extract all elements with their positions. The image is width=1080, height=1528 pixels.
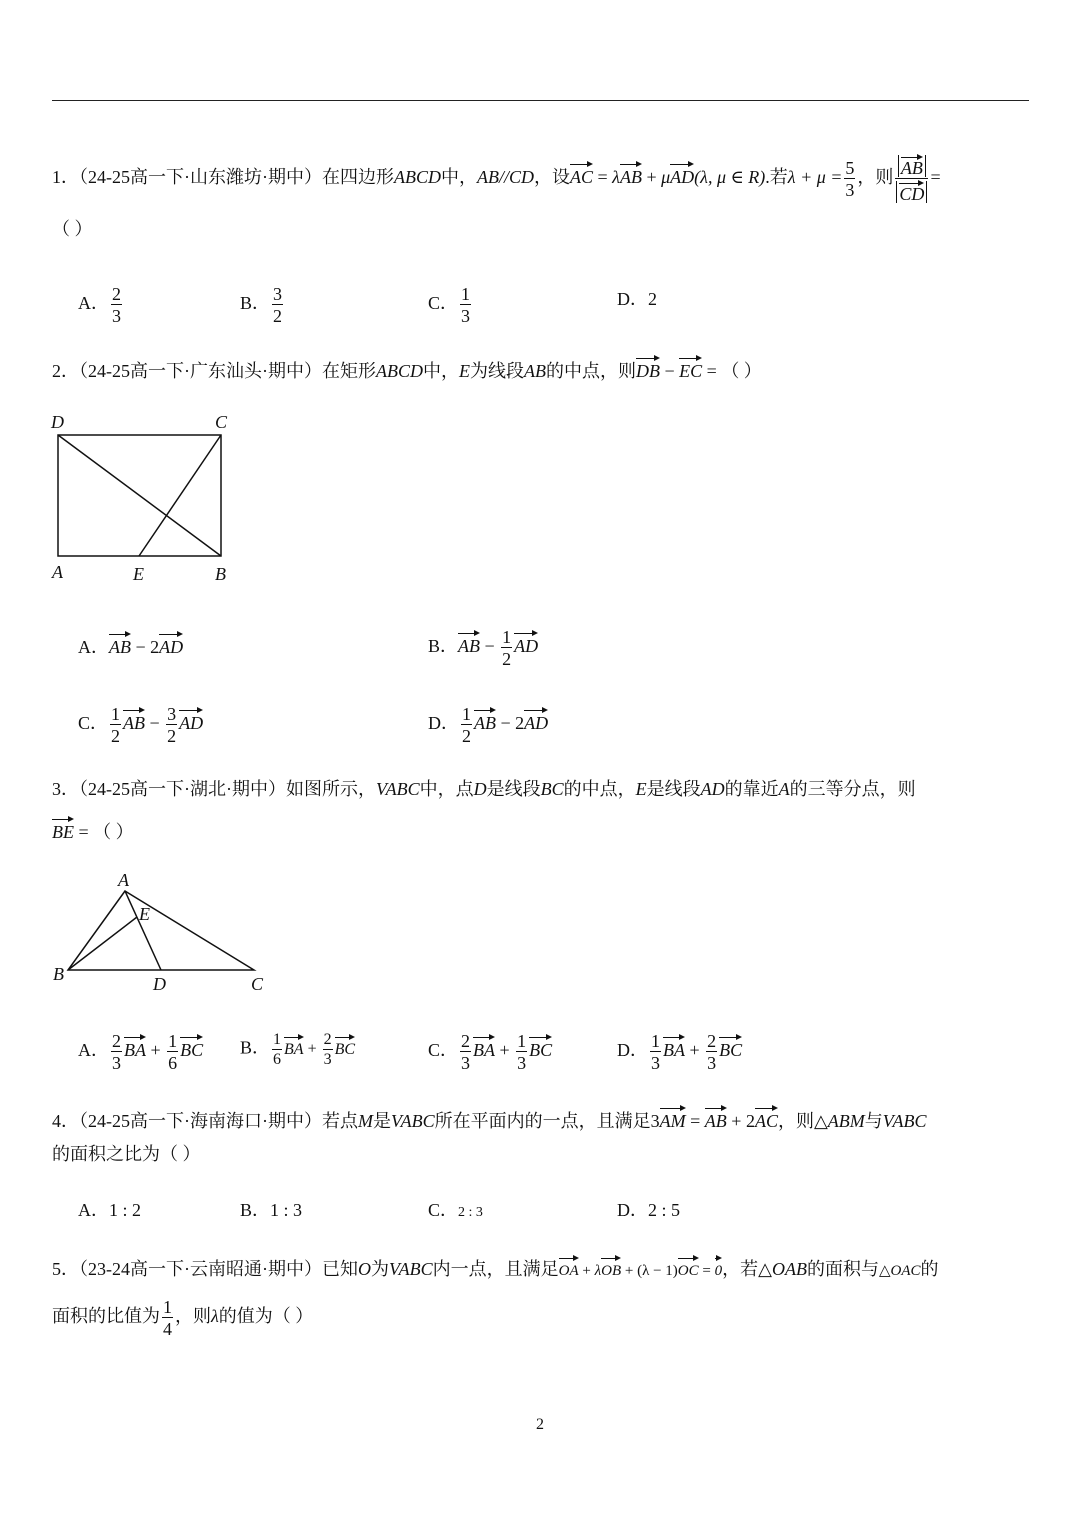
q3-option-d[interactable]: D． $\frac{1}{3}$ BA + $\frac{2}{3}$ BC bbox=[617, 1031, 743, 1073]
question-5-stem: 5．（23-24高一下·云南昭通·期中）已知O为VABC内一点，且满足OA + λOB + (λ − 1)OC = 0，若△OAB的面积与△OAC的 bbox=[52, 1256, 939, 1282]
q1-option-d[interactable]: D．2 bbox=[617, 289, 657, 309]
label-c: C bbox=[251, 974, 264, 994]
q3-option-b[interactable]: B． $\frac{1}{6}$ BA + $\frac{2}{3}$ BC bbox=[240, 1031, 356, 1068]
q3-option-a[interactable]: A． $\frac{2}{3}$ BA + $\frac{1}{6}$ BC bbox=[78, 1031, 204, 1073]
q2-option-d[interactable]: D． $\frac{1}{2}$ AB − 2AD bbox=[428, 704, 549, 746]
question-4-stem-line2: 的面积之比为（ ） bbox=[52, 1144, 201, 1164]
page-number: 2 bbox=[536, 1416, 544, 1433]
q1-option-c[interactable]: C． $\frac{1}{3}$ bbox=[428, 284, 471, 326]
q2-option-a[interactable]: A．AB − 2AD bbox=[78, 632, 183, 658]
label-d: D bbox=[153, 974, 166, 994]
triangle-abc bbox=[68, 891, 254, 970]
label-d: D bbox=[51, 412, 64, 432]
rectangle-figure bbox=[45, 408, 245, 588]
ratio-ab-cd: $\frac{AB}{CD}$ bbox=[895, 155, 928, 203]
q2-option-b[interactable]: B．AB − $\frac{1}{2}$ AD bbox=[428, 627, 539, 669]
q4-option-d[interactable]: D．2 : 5 bbox=[617, 1200, 681, 1220]
question-1-stem: 1．（24-25高一下·山东潍坊·期中）在四边形ABCD中，AB//CD，设AC = λAB + μAD(λ, μ ∈ R).若λ + μ = $\frac{5}{3}$ ，则 $\frac{AB}{CD}$ = bbox=[52, 155, 941, 203]
label-e: E bbox=[139, 904, 150, 924]
triangle-figure bbox=[45, 868, 285, 998]
q2-option-c[interactable]: C． $\frac{1}{2}$ AB − $\frac{3}{2}$ AD bbox=[78, 704, 204, 746]
segment-ec bbox=[139, 435, 221, 556]
label-b: B bbox=[215, 564, 226, 584]
question-5-stem-line2: 面积的比值为 $\frac{1}{4}$ ，则λ的值为（ ） bbox=[52, 1297, 314, 1339]
segment-be bbox=[68, 917, 137, 970]
question-1-blank: （ ） bbox=[52, 219, 93, 239]
question-4-stem: 4．（24-25高一下·海南海口·期中）若点M是VABC所在平面内的一点，且满足3AM = AB + 2AC，则△ABM与VABC bbox=[52, 1106, 926, 1132]
label-e: E bbox=[133, 564, 144, 584]
fraction-5-3: $\frac{5}{3}$ bbox=[845, 158, 855, 200]
diagonal-db bbox=[58, 435, 221, 556]
q4-option-b[interactable]: B．1 : 3 bbox=[240, 1200, 303, 1220]
q1-option-a[interactable]: A． $\frac{2}{3}$ bbox=[78, 284, 121, 326]
label-c: C bbox=[215, 412, 228, 432]
label-b: B bbox=[53, 964, 64, 984]
header-rule bbox=[52, 100, 1029, 101]
label-a: A bbox=[52, 562, 63, 582]
q1-option-b[interactable]: B． $\frac{3}{2}$ bbox=[240, 284, 283, 326]
q4-option-c[interactable]: C．2 : 3 bbox=[428, 1200, 483, 1220]
question-3-stem-line2: BE = （ ） bbox=[52, 817, 134, 843]
q4-option-a[interactable]: A．1 : 2 bbox=[78, 1200, 142, 1220]
q3-option-c[interactable]: C． $\frac{2}{3}$ BA + $\frac{1}{3}$ BC bbox=[428, 1031, 553, 1073]
question-2-stem: 2．（24-25高一下·广东汕头·期中）在矩形ABCD中，E为线段AB的中点，则DB − EC = （ ） bbox=[52, 356, 762, 382]
question-3-stem: 3．（24-25高一下·湖北·期中）如图所示，VABC中，点D是线段BC的中点，E是线段AD的靠近A的三等分点，则 bbox=[52, 779, 916, 799]
label-a: A bbox=[118, 870, 129, 890]
